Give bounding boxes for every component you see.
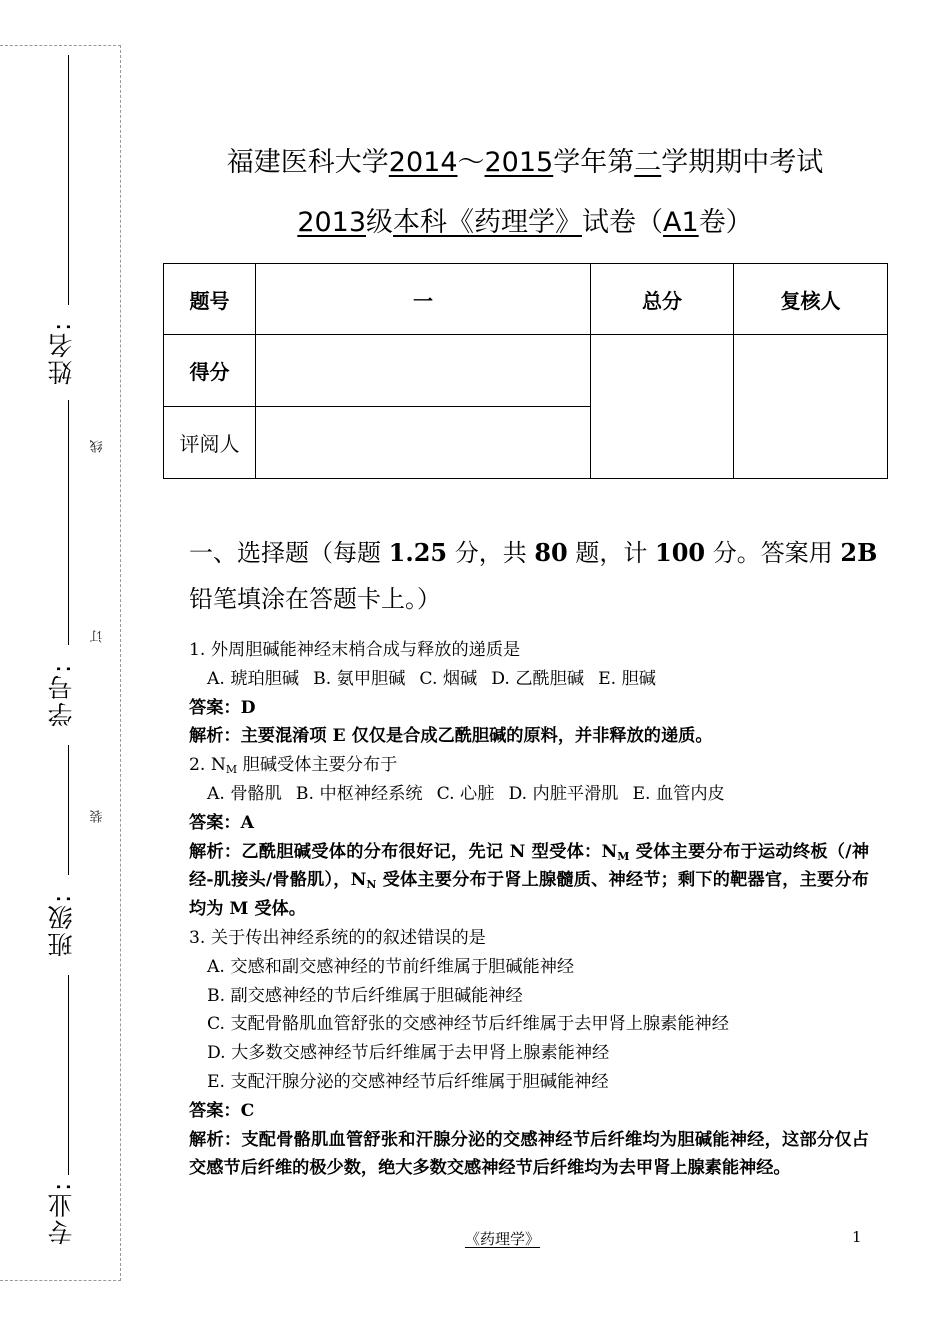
question-2-stem-rest: 胆碱受体主要分布于 (237, 755, 398, 776)
footer-course: 《药理学》 (465, 1230, 541, 1248)
grader-part-one-cell[interactable] (256, 407, 591, 479)
id-fill-line (68, 400, 69, 645)
header-total-score: 总分 (591, 264, 734, 335)
header-reviewer: 复核人 (734, 264, 888, 335)
title-tilde: ～ (457, 147, 485, 178)
major-fill-line (68, 975, 69, 1175)
major-label: 专业: (47, 1180, 76, 1245)
score-table (163, 263, 888, 479)
question-2-option-b: B. 中枢神经系统 (295, 783, 423, 804)
section-text-2: 分，共 (447, 539, 535, 567)
reviewer-cell[interactable] (734, 335, 888, 479)
question-3-option-c: C. 支配骨骼肌血管舒张的交感神经节后纤维属于去甲肾上腺素能神经 (207, 1014, 729, 1035)
class-label: 班级: (47, 892, 76, 958)
question-2-options (189, 780, 869, 809)
title-year-start: 2014 (388, 147, 458, 178)
subtitle-paper-suffix: 卷） (698, 207, 753, 238)
name-fill-line (68, 55, 69, 305)
header-part-one: 一 (256, 264, 591, 335)
page-number: 1 (852, 1228, 862, 1246)
student-id-label: 学号: (47, 662, 76, 728)
exam-title (160, 140, 890, 179)
question-2-analysis-3: 受体主要分布于肾上腺髓质、神经节；剩下的靶器官，主要分布均为 M 受体。 (189, 870, 869, 920)
question-1-options (189, 665, 869, 694)
subtitle-paper: A1 (663, 207, 699, 238)
subtitle-grade: 2013 (297, 207, 367, 238)
question-1-option-b: B. 氨甲胆碱 (313, 668, 406, 689)
title-university: 福建医科大学 (226, 147, 389, 178)
section-heading (189, 530, 879, 622)
exam-subtitle (160, 200, 890, 239)
subtitle-course: 本科《药理学》 (393, 207, 583, 238)
question-3-stem: 3. 关于传出神经系统的的叙述错误的是 (189, 927, 486, 948)
question-3-option-b: B. 副交感神经的节后纤维属于胆碱能神经 (207, 985, 523, 1006)
question-2-analysis-sub-n: N (366, 878, 377, 892)
score-row-label: 得分 (164, 335, 256, 407)
score-row (164, 335, 888, 407)
title-academic-year: 学年第 (553, 147, 635, 178)
total-score-cell[interactable] (591, 335, 734, 479)
score-part-one-cell[interactable] (256, 335, 591, 407)
question-2-option-e: E. 血管内皮 (632, 783, 725, 804)
question-2-stem-prefix: 2. N (189, 755, 226, 776)
title-term: 二 (634, 147, 662, 178)
section-total: 100 (655, 538, 706, 567)
question-2-analysis-1: 解析：乙酰胆碱受体的分布很好记，先记 N 型受体：N (189, 841, 618, 862)
question-3-option-e: E. 支配汗腺分泌的交感神经节后纤维属于胆碱能神经 (207, 1071, 609, 1092)
question-2-option-a: A. 骨骼肌 (207, 783, 282, 804)
question-3-option-d: D. 大多数交感神经节后纤维属于去甲肾上腺素能神经 (207, 1043, 610, 1064)
grader-row-label: 评阅人 (164, 407, 256, 479)
section-text-1: 一、选择题（每题 (189, 539, 389, 567)
binding-line-mark: 线 (90, 440, 106, 454)
section-count: 80 (534, 538, 568, 567)
title-exam-type: 学期期中考试 (661, 147, 824, 178)
question-2-option-d: D. 内脏平滑肌 (508, 783, 619, 804)
score-table-header-row (164, 264, 888, 335)
section-per-score: 1.25 (388, 538, 448, 567)
question-2-analysis-sub-m: M (617, 849, 630, 863)
subtitle-grade-suffix: 级 (366, 207, 394, 238)
question-3-option-a: A. 交感和副交感神经的节前纤维属于胆碱能神经 (207, 956, 575, 977)
binding-bind-mark: 装 (90, 810, 106, 824)
name-label: 姓名: (47, 320, 76, 385)
question-3-answer: 答案：C (189, 1100, 255, 1121)
subtitle-paper-prefix: 试卷（ (582, 207, 664, 238)
question-2-stem-sub: M (225, 763, 238, 777)
question-2-answer: 答案：A (189, 812, 254, 833)
questions (189, 636, 869, 1183)
question-2-analysis (189, 838, 869, 924)
section-text-5: 铅笔填涂在答题卡上。） (189, 585, 441, 613)
question-1-answer: 答案：D (189, 697, 256, 718)
question-1-analysis: 解析：主要混淆项 E 仅仅是合成乙酰胆碱的原料，并非释放的递质。 (189, 726, 713, 747)
class-fill-line (68, 745, 69, 875)
question-2-analysis-2: 受体主要分布于运动终板（/神经-肌接头/骨骼肌），N (189, 841, 870, 891)
binding-order-mark: 订 (90, 630, 106, 644)
question-1-stem: 1. 外周胆碱能神经末梢合成与释放的递质是 (189, 640, 521, 660)
question-1-option-a: A. 琥珀胆碱 (207, 668, 300, 689)
title-year-end: 2015 (484, 147, 554, 178)
section-text-4: 分。答案用 (705, 539, 841, 567)
question-2-option-c: C. 心脏 (436, 783, 495, 804)
section-pencil: 2B (840, 538, 878, 567)
question-1-option-d: D. 乙酰胆碱 (491, 668, 585, 689)
question-1-option-c: C. 烟碱 (419, 668, 478, 689)
question-2-stem (189, 751, 869, 780)
question-1-option-e: E. 胆碱 (598, 668, 656, 689)
question-3-analysis: 解析：支配骨骼肌血管舒张和汗腺分泌的交感神经节后纤维均为胆碱能神经，这部分仅占交感节后纤维的极少数，绝大多数交感神经节后纤维均为去甲肾上腺素能神经。 (189, 1129, 869, 1179)
section-text-3: 题，计 (567, 539, 656, 567)
header-question-number: 题号 (164, 264, 256, 335)
